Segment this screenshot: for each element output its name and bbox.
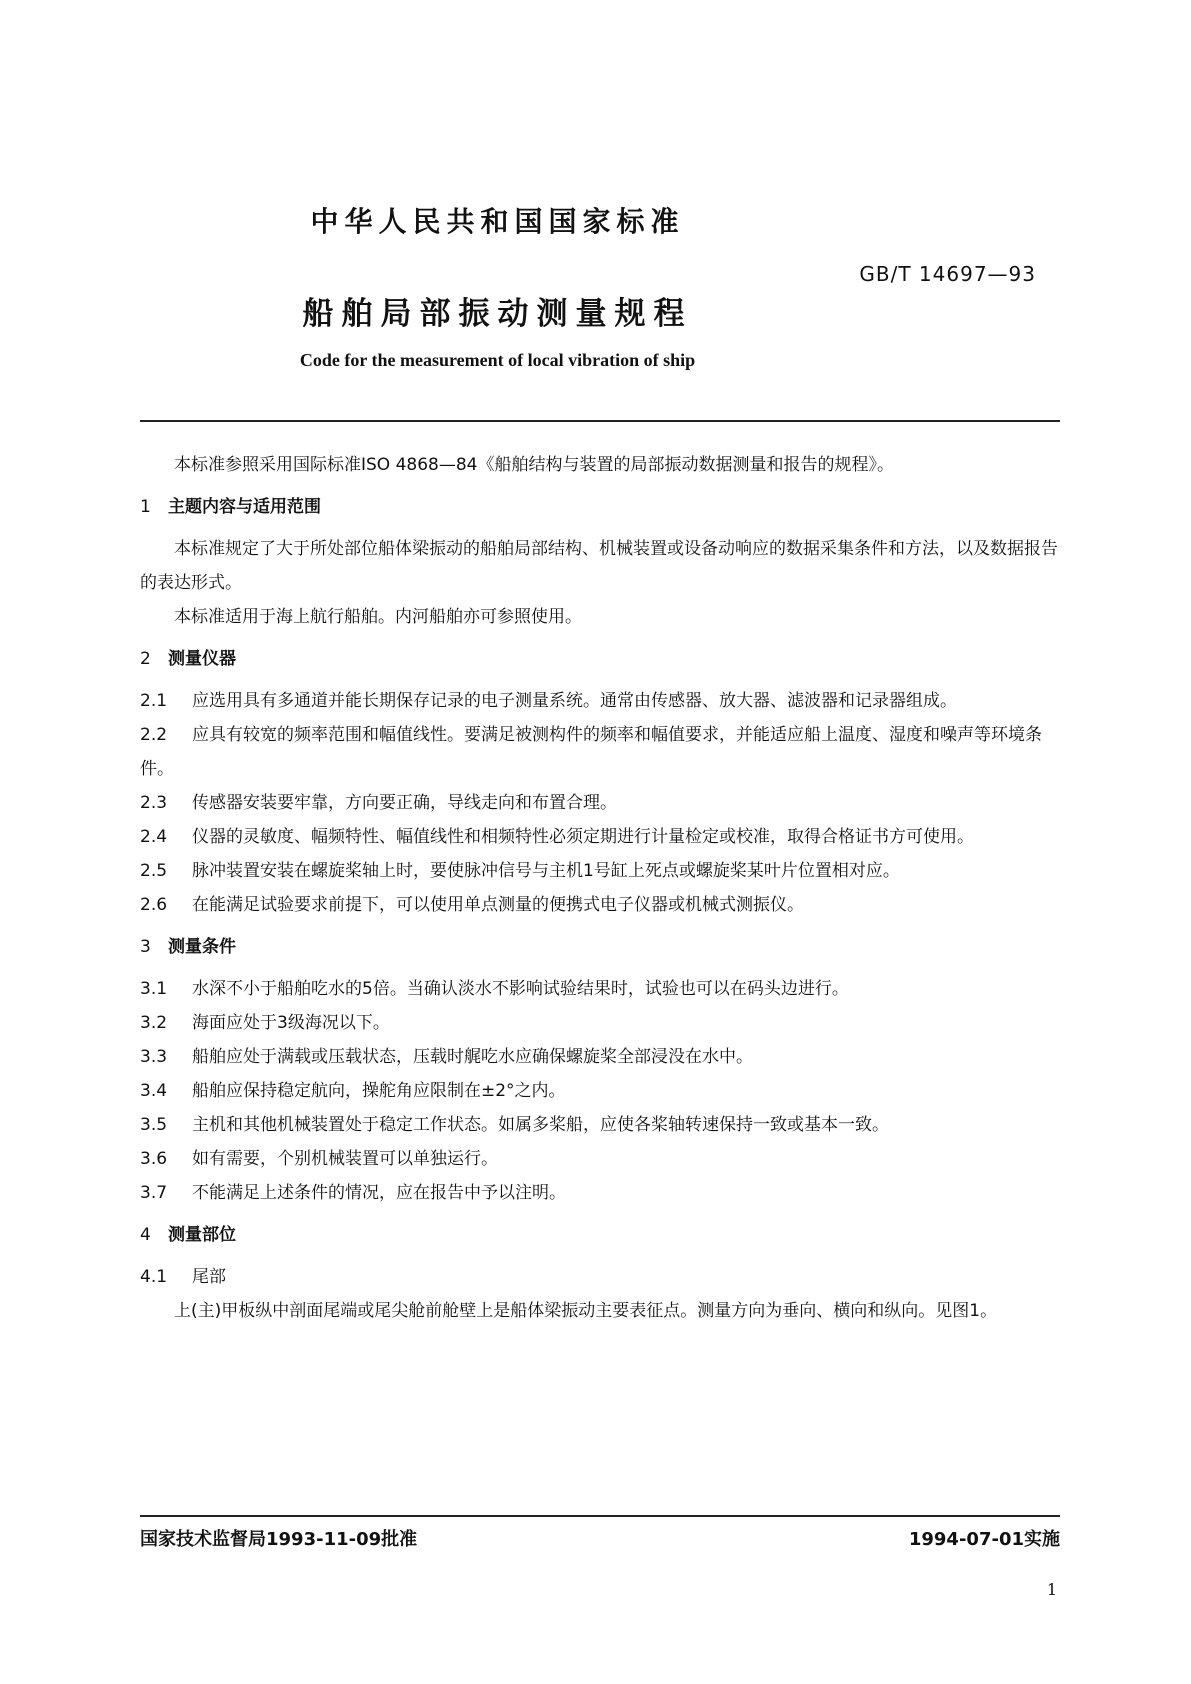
clause-text: 应具有较宽的频率范围和幅值线性。要满足被测构件的频率和幅值要求，并能适应船上温度、湿度和噪声等环境条件。 bbox=[140, 725, 1042, 779]
approval-line: 国家技术监督局1993-11-09批准 bbox=[140, 1529, 418, 1550]
clause-number: 3.2 bbox=[140, 1013, 168, 1033]
clause-3-5 bbox=[140, 1108, 1060, 1142]
clause-number: 2.1 bbox=[140, 691, 168, 711]
section-1-heading bbox=[140, 490, 1060, 524]
clause-text: 应选用具有多通道并能长期保存记录的电子测量系统。通常由传感器、放大器、滤波器和记录器组成。 bbox=[192, 691, 957, 711]
section-title: 测量仪器 bbox=[168, 649, 236, 669]
clause-3-1 bbox=[140, 972, 1060, 1006]
document-title: 船舶局部振动测量规程 bbox=[302, 296, 693, 332]
section-1-paragraph: 本标准适用于海上航行船舶。内河船舶亦可参照使用。 bbox=[174, 607, 582, 627]
clause-3-4 bbox=[140, 1074, 1060, 1108]
clause-3-6 bbox=[140, 1142, 1060, 1176]
clause-2-1 bbox=[140, 684, 1060, 718]
section-number: 2 bbox=[140, 649, 151, 669]
clause-number: 3.6 bbox=[140, 1149, 168, 1169]
header-divider bbox=[140, 420, 1060, 422]
clause-3-3 bbox=[140, 1040, 1060, 1074]
clause-number: 3.5 bbox=[140, 1115, 168, 1135]
section-title: 测量条件 bbox=[168, 937, 236, 957]
clause-text: 船舶应处于满载或压载状态，压载时艉吃水应确保螺旋桨全部浸没在水中。 bbox=[192, 1047, 753, 1067]
intro-paragraph: 本标准参照采用国际标准ISO 4868—84《船舶结构与装置的局部振动数据测量和报告的规程》。 bbox=[174, 455, 894, 475]
clause-text: 如有需要，个别机械装置可以单独运行。 bbox=[192, 1149, 498, 1169]
clause-2-2 bbox=[140, 718, 1060, 786]
clause-text: 主机和其他机械装置处于稳定工作状态。如属多桨船，应使各桨轴转速保持一致或基本一致。 bbox=[192, 1115, 889, 1135]
effective-date: 1994-07-01实施 bbox=[908, 1529, 1060, 1550]
clause-2-5 bbox=[140, 854, 1060, 888]
clause-title: 尾部 bbox=[192, 1267, 226, 1287]
clause-text: 仪器的灵敏度、幅频特性、幅值线性和相频特性必须定期进行计量检定或校准，取得合格证书方可使用。 bbox=[192, 827, 974, 847]
clause-number: 2.2 bbox=[140, 725, 168, 745]
clause-text: 船舶应保持稳定航向，操舵角应限制在±2°之内。 bbox=[192, 1081, 566, 1101]
clause-number: 3.7 bbox=[140, 1183, 168, 1203]
national-standard-heading: 中华人民共和国国家标准 bbox=[310, 205, 685, 238]
section-1-paragraph: 本标准规定了大于所处部位船体梁振动的船舶局部结构、机械装置或设备动响应的数据采集条件和方法，以及数据报告的表达形式。 bbox=[140, 539, 1058, 593]
section-4-paragraph: 上(主)甲板纵中剖面尾端或尾尖舱前舱壁上是船体梁振动主要表征点。测量方向为垂向、横向和纵向。见图1。 bbox=[174, 1301, 998, 1321]
clause-number: 3.4 bbox=[140, 1081, 168, 1101]
section-2-heading bbox=[140, 642, 1060, 676]
clause-number: 3.3 bbox=[140, 1047, 168, 1067]
clause-2-6 bbox=[140, 888, 1060, 922]
footer-divider bbox=[140, 1515, 1060, 1517]
document-body bbox=[140, 448, 1060, 1328]
clause-number: 2.3 bbox=[140, 793, 168, 813]
standard-number: GB/T 14697—93 bbox=[859, 262, 1036, 286]
clause-number: 2.4 bbox=[140, 827, 168, 847]
clause-text: 水深不小于船舶吃水的5倍。当确认淡水不影响试验结果时，试验也可以在码头边进行。 bbox=[192, 979, 849, 999]
page-number: 1 bbox=[1046, 1580, 1057, 1599]
section-number: 3 bbox=[140, 937, 151, 957]
clause-2-4 bbox=[140, 820, 1060, 854]
section-4-heading bbox=[140, 1218, 1060, 1252]
clause-number: 2.6 bbox=[140, 895, 168, 915]
clause-4-1-heading bbox=[140, 1260, 1060, 1294]
section-number: 1 bbox=[140, 497, 151, 517]
section-title: 主题内容与适用范围 bbox=[168, 497, 321, 517]
clause-3-7 bbox=[140, 1176, 1060, 1210]
clause-3-2 bbox=[140, 1006, 1060, 1040]
section-title: 测量部位 bbox=[168, 1225, 236, 1245]
clause-text: 不能满足上述条件的情况，应在报告中予以注明。 bbox=[192, 1183, 566, 1203]
clause-2-3 bbox=[140, 786, 1060, 820]
section-number: 4 bbox=[140, 1225, 151, 1245]
clause-text: 脉冲装置安装在螺旋桨轴上时，要使脉冲信号与主机1号缸上死点或螺旋桨某叶片位置相对应。 bbox=[192, 861, 900, 881]
document-subtitle-english: Code for the measurement of local vibration of ship bbox=[299, 350, 696, 370]
clause-text: 在能满足试验要求前提下，可以使用单点测量的便携式电子仪器或机械式测振仪。 bbox=[192, 895, 804, 915]
clause-text: 海面应处于3级海况以下。 bbox=[192, 1013, 390, 1033]
clause-number: 3.1 bbox=[140, 979, 168, 999]
clause-number: 2.5 bbox=[140, 861, 168, 881]
clause-text: 传感器安装要牢靠，方向要正确，导线走向和布置合理。 bbox=[192, 793, 617, 813]
section-3-heading bbox=[140, 930, 1060, 964]
clause-number: 4.1 bbox=[140, 1267, 168, 1287]
